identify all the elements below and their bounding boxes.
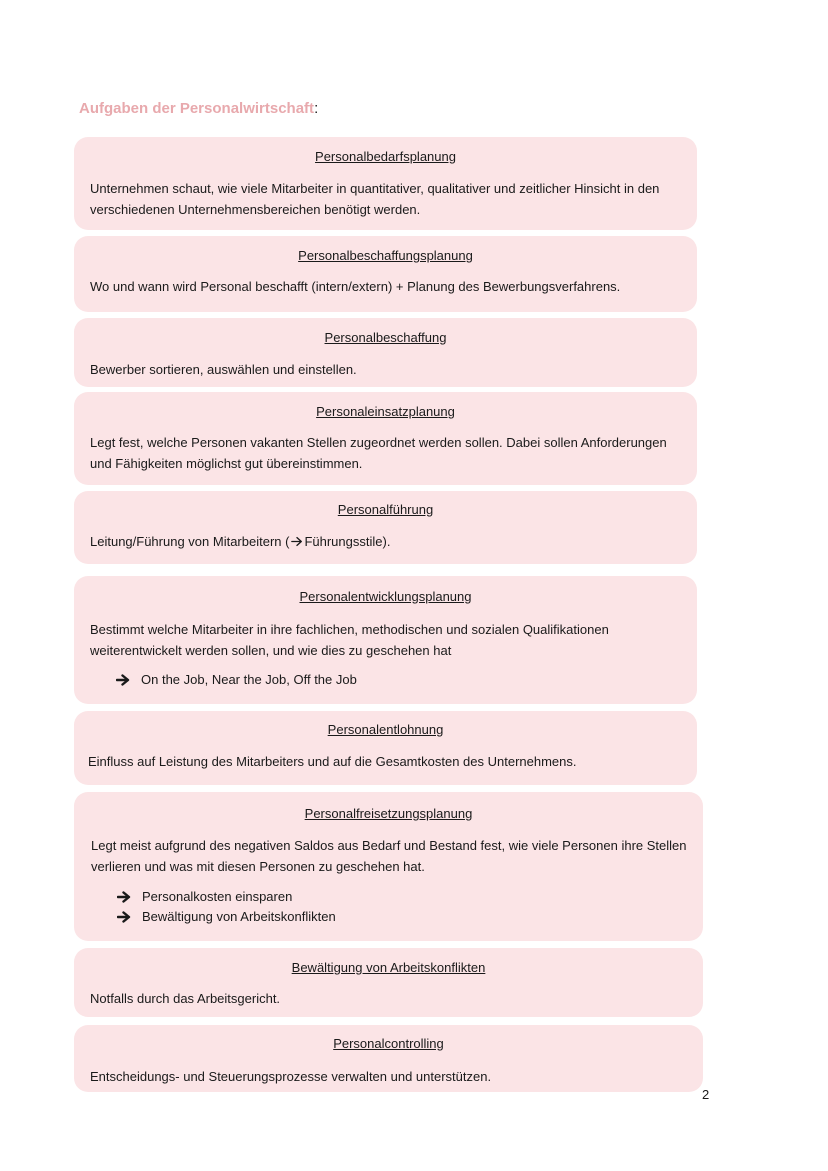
arrow-right-icon (291, 536, 303, 547)
card-title: Personalbeschaffungsplanung (298, 248, 473, 263)
card-personalbeschaffung (74, 318, 697, 387)
card-title: Personalbeschaffung (324, 330, 447, 345)
heading-text: Aufgaben der Personalwirtschaft (79, 100, 315, 117)
list-item (117, 887, 336, 907)
card-text-after: Führungsstile). (304, 534, 391, 549)
card-personalentwicklungsplanung (74, 576, 697, 704)
card-text: Wo und wann wird Personal beschafft (intern/extern) + Planung des Bewerbungsverfahrens. (90, 279, 621, 294)
card-title: Personalentlohnung (327, 722, 444, 737)
card-text (90, 531, 683, 552)
heading-colon: : (314, 100, 319, 117)
arrow-right-icon (117, 911, 131, 923)
arrow-right-icon (116, 674, 130, 686)
card-title: Personalführung (337, 502, 434, 517)
card-text: Legt fest, welche Personen vakanten Stellen zugeordnet werden sollen. Dabei sollen Anforderungen und Fähigkeiten möglichst gut übereinstimmen. (90, 435, 667, 471)
card-personalentlohnung (74, 711, 697, 785)
card-personalfreisetzungsplanung (74, 792, 703, 941)
card-title: Personalcontrolling (333, 1036, 444, 1051)
card-title: Personaleinsatzplanung (316, 404, 455, 419)
card-text-before: Leitung/Führung von Mitarbeitern ( (90, 534, 290, 549)
card-text: Bewerber sortieren, auswählen und einstellen. (90, 362, 357, 377)
bullet-list (116, 670, 357, 690)
card-title: Personalentwicklungsplanung (299, 589, 472, 604)
list-item (116, 670, 357, 690)
card-bewaeltigung-von-arbeitskonflikten (74, 948, 703, 1017)
list-item (117, 907, 336, 927)
page-number: 2 (702, 1087, 710, 1102)
card-text: Legt meist aufgrund des negativen Saldos aus Bedarf und Bestand fest, wie viele Personen ihre Stellen verlieren und was mit diesen Personen zu geschehen hat. (91, 838, 687, 874)
card-text: Bestimmt welche Mitarbeiter in ihre fachlichen, methodischen und sozialen Qualifikationen weiterentwickelt werden sollen, und wie dies zu geschehen hat (90, 622, 609, 658)
card-text: Unternehmen schaut, wie viele Mitarbeiter in quantitativer, qualitativer und zeitlicher Hinsicht in den verschiedenen Unternehmensbereichen benötigt werden. (90, 181, 660, 217)
card-personalcontrolling (74, 1025, 703, 1092)
bullet-list (117, 887, 336, 927)
card-title: Bewältigung von Arbeitskonflikten (291, 960, 486, 975)
bullet-text: On the Job, Near the Job, Off the Job (141, 672, 357, 687)
card-text: Einfluss auf Leistung des Mitarbeiters und auf die Gesamtkosten des Unternehmens. (88, 754, 577, 769)
card-personalbedarfsplanung (74, 137, 697, 230)
card-title: Personalbedarfsplanung (315, 149, 456, 164)
card-text: Notfalls durch das Arbeitsgericht. (90, 991, 281, 1006)
page-heading (79, 100, 318, 117)
card-personalbeschaffungsplanung (74, 236, 697, 312)
card-title: Personalfreisetzungsplanung (304, 806, 473, 821)
arrow-right-icon (117, 891, 131, 903)
card-personalfuehrung (74, 491, 697, 564)
bullet-text: Personalkosten einsparen (142, 889, 293, 904)
card-personaleinsatzplanung (74, 392, 697, 485)
card-text: Entscheidungs- und Steuerungsprozesse verwalten und unterstützen. (90, 1069, 492, 1084)
bullet-text: Bewältigung von Arbeitskonflikten (142, 909, 336, 924)
